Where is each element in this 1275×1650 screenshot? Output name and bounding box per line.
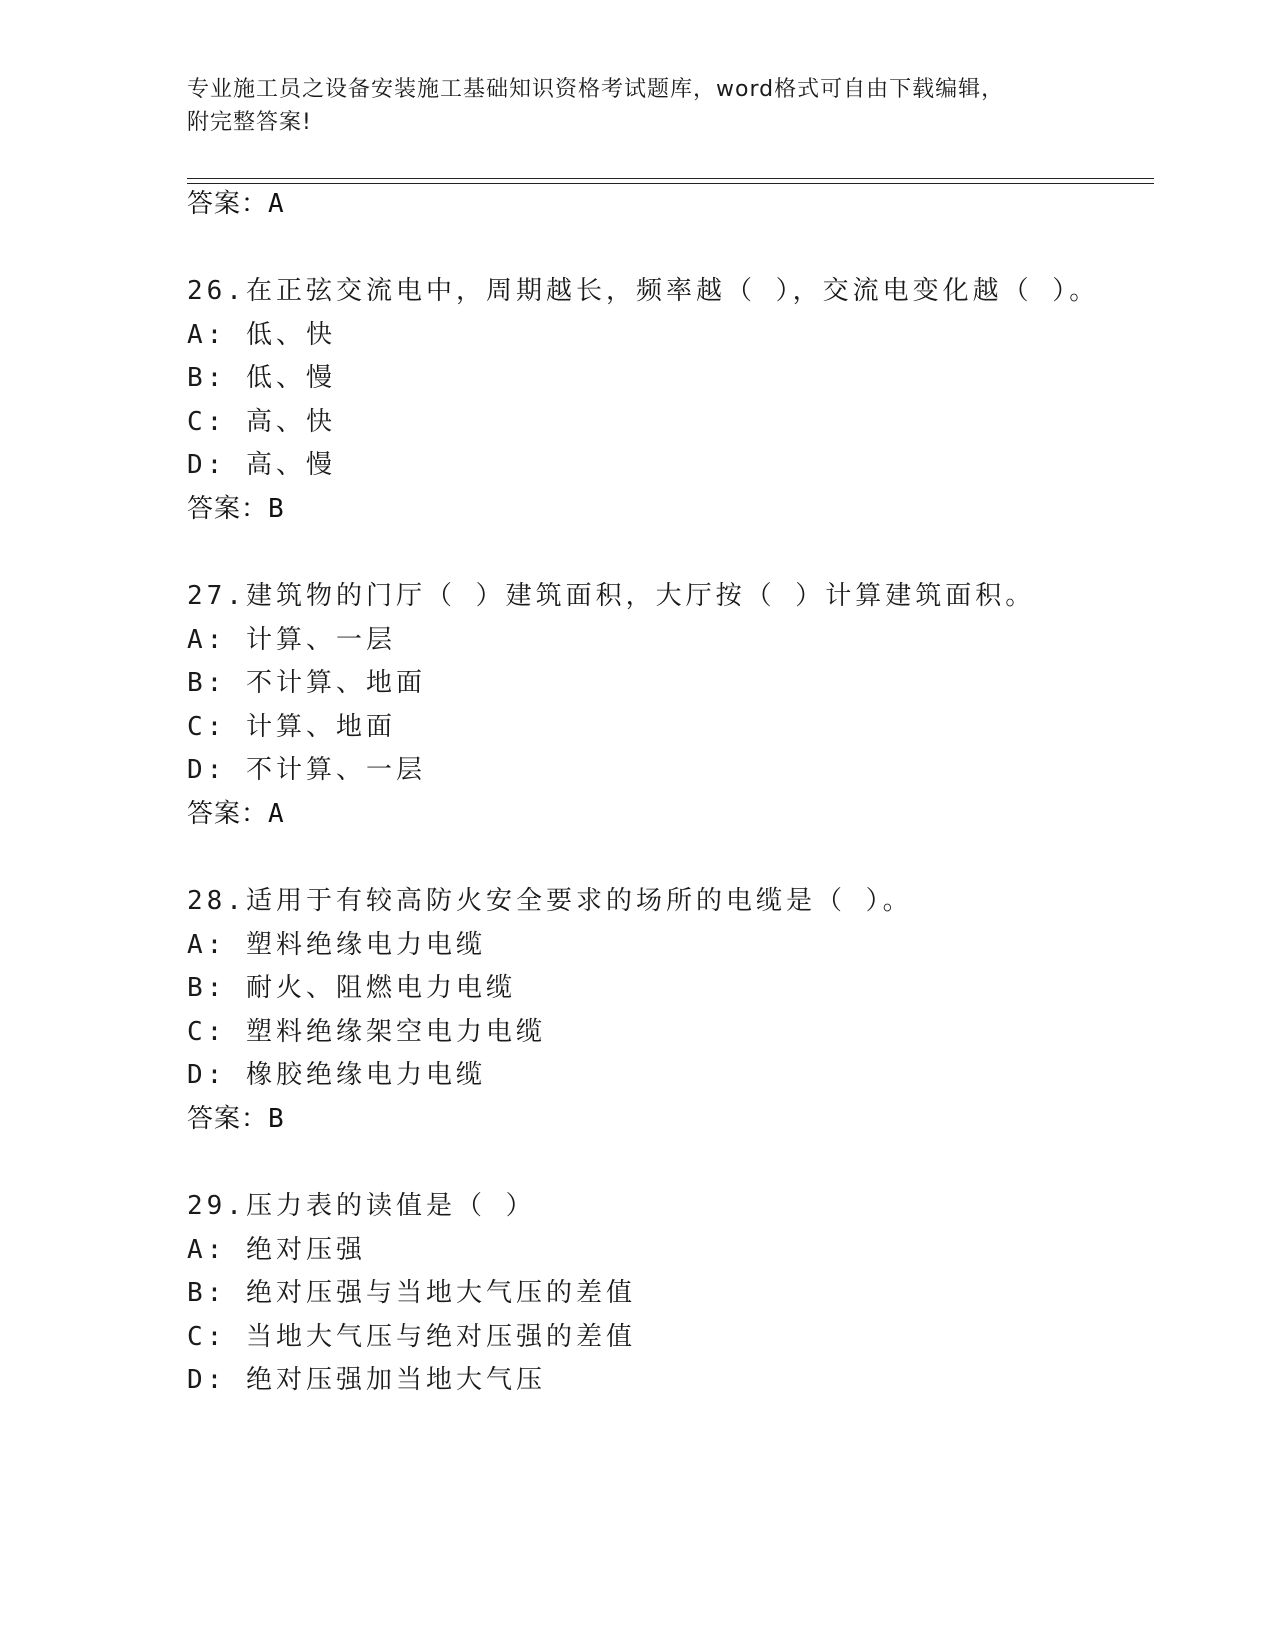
answer-line <box>187 1102 285 1136</box>
answer-line <box>187 187 285 221</box>
answer-label: 答案： <box>187 494 269 524</box>
option-a: A: 计算、一层 <box>187 625 396 655</box>
option-a: A: 绝对压强 <box>187 1235 366 1265</box>
question-stem: 28.适用于有较高防火安全要求的场所的电缆是（ ）。 <box>187 886 913 916</box>
header-line-1: 专业施工员之设备安装施工基础知识资格考试题库，word格式可自由下载编辑， <box>187 77 1005 102</box>
answer-line <box>187 797 285 831</box>
answer-value: A <box>268 189 285 219</box>
answer-label: 答案： <box>187 189 269 219</box>
option-c: C: 高、快 <box>187 407 336 437</box>
header-line-2: 附完整答案! <box>187 110 312 135</box>
header-divider-top <box>187 178 1154 179</box>
answer-label: 答案： <box>187 1104 269 1134</box>
option-d: D: 橡胶绝缘电力电缆 <box>187 1060 486 1090</box>
option-a: A: 低、快 <box>187 320 336 350</box>
question-stem: 26.在正弦交流电中，周期越长，频率越（ ），交流电变化越（ ）。 <box>187 276 1100 306</box>
question-stem: 27.建筑物的门厅（ ）建筑面积，大厅按（ ）计算建筑面积。 <box>187 581 1036 611</box>
option-b: B: 不计算、地面 <box>187 668 426 698</box>
option-d: D: 高、慢 <box>187 450 336 480</box>
document-header <box>187 73 1087 139</box>
option-b: B: 绝对压强与当地大气压的差值 <box>187 1278 636 1308</box>
answer-line <box>187 492 285 526</box>
answer-value: B <box>268 494 285 524</box>
option-d: D: 不计算、一层 <box>187 755 426 785</box>
question-stem: 29.压力表的读值是（ ） <box>187 1191 536 1221</box>
answer-value: B <box>268 1104 285 1134</box>
option-b: B: 低、慢 <box>187 363 336 393</box>
option-a: A: 塑料绝缘电力电缆 <box>187 930 486 960</box>
header-divider-bottom <box>187 183 1154 184</box>
option-b: B: 耐火、阻燃电力电缆 <box>187 973 516 1003</box>
answer-label: 答案： <box>187 799 269 829</box>
option-c: C: 塑料绝缘架空电力电缆 <box>187 1017 546 1047</box>
option-d: D: 绝对压强加当地大气压 <box>187 1365 546 1395</box>
option-c: C: 计算、地面 <box>187 712 396 742</box>
option-c: C: 当地大气压与绝对压强的差值 <box>187 1322 636 1352</box>
answer-value: A <box>268 799 285 829</box>
